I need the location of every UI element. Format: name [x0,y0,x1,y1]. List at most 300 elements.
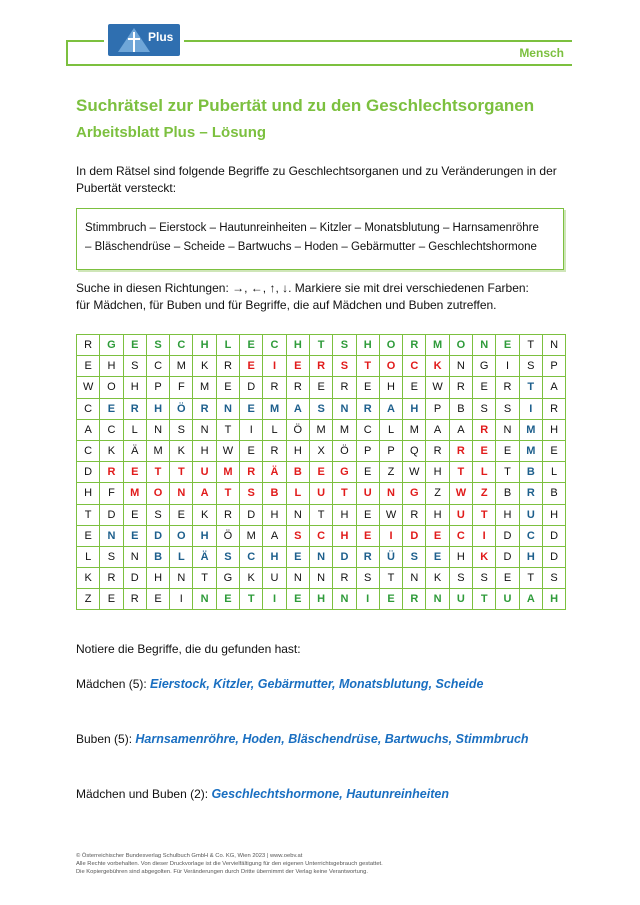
grid-cell: L [123,419,146,440]
grid-cell: E [426,525,449,546]
grid-cell: K [240,568,263,589]
grid-cell: A [193,483,216,504]
grid-cell: H [426,462,449,483]
grid-cell: N [403,568,426,589]
grid-cell: H [286,440,309,461]
terms-line-1: Stimmbruch – Eierstock – Hautunreinheiten – Kitzler – Monatsblutung – Harnsamenröhre [85,222,539,234]
grid-cell: E [123,504,146,525]
grid-cell: M [170,356,193,377]
grid-cell: P [379,440,402,461]
grid-cell: T [519,335,542,356]
grid-cell: L [473,462,496,483]
grid-cell: U [449,504,472,525]
grid-cell: C [449,525,472,546]
grid-cell: T [519,568,542,589]
grid-cell: E [216,589,239,610]
grid-cell: C [309,525,332,546]
grid-cell: M [333,419,356,440]
grid-cell: N [170,483,193,504]
grid-cell: L [542,462,565,483]
grid-cell: H [77,483,100,504]
grid-cell: B [542,483,565,504]
grid-cell: S [473,398,496,419]
grid-cell: N [473,335,496,356]
grid-cell: R [100,568,123,589]
grid-row [77,335,566,356]
grid-cell: H [333,504,356,525]
grid-cell: U [309,483,332,504]
grid-cell: E [240,440,263,461]
grid-cell: S [123,356,146,377]
grid-cell: R [263,440,286,461]
grid-cell: G [403,483,426,504]
grid-cell: B [263,483,286,504]
grid-cell: T [379,568,402,589]
word-search-grid [76,334,566,610]
footer-copyright: © Österreichischer Bundesverlag Schulbuch GmbH & Co. KG, Wien 2023 | www.oebv.at [76,853,303,859]
footer-disclaimer: Die Kopiergebühren sind abgegolten. Für Veränderungen durch Dritte übernimmt der Verlag keine Verantwortung. [76,869,368,875]
grid-cell: H [309,589,332,610]
grid-row [77,356,566,377]
grid-cell: T [496,462,519,483]
grid-cell: A [263,525,286,546]
answer-both-label: Mädchen und Buben (2): [76,787,209,801]
grid-cell: N [496,419,519,440]
grid-cell: R [519,483,542,504]
grid-row [77,589,566,610]
grid-cell: S [146,335,169,356]
grid-cell: Z [426,483,449,504]
grid-cell: C [240,546,263,567]
grid-cell: T [473,589,496,610]
grid-cell: G [473,356,496,377]
grid-cell: X [309,440,332,461]
grid-cell: N [123,546,146,567]
grid-cell: N [146,419,169,440]
grid-cell: E [240,356,263,377]
grid-cell: Ö [286,419,309,440]
page-subtitle: Arbeitsblatt Plus – Lösung [76,124,267,141]
grid-cell: M [519,440,542,461]
grid-cell: Ö [333,440,356,461]
grid-cell: D [240,377,263,398]
grid-cell: E [356,462,379,483]
grid-cell: O [379,335,402,356]
grid-cell: R [193,398,216,419]
grid-cell: Z [379,462,402,483]
grid-cell: M [519,419,542,440]
grid-cell: Z [473,483,496,504]
grid-cell: S [100,546,123,567]
grid-cell: E [356,377,379,398]
grid-cell: E [100,589,123,610]
answer-girls [76,677,483,691]
grid-cell: H [146,568,169,589]
grid-cell: S [473,568,496,589]
terms-line-2: – Bläschendrüse – Scheide – Bartwuchs – Hoden – Gebärmutter – Geschlechtshormone [85,241,537,253]
grid-cell: E [426,546,449,567]
grid-cell: C [263,335,286,356]
page-title: Suchrätsel zur Pubertät und zu den Geschlechtsorganen [76,96,535,115]
grid-cell: N [542,335,565,356]
term-box [76,208,564,270]
grid-cell: R [356,546,379,567]
grid-cell: R [333,377,356,398]
answer-both-value: Geschlechtshormone, Hautunreinheiten [211,787,449,801]
grid-row [77,462,566,483]
grid-cell: N [309,546,332,567]
grid-cell: W [77,377,100,398]
answer-both [76,787,449,801]
grid-cell: H [403,398,426,419]
grid-cell: S [333,335,356,356]
grid-cell: C [170,335,193,356]
grid-cell: U [356,483,379,504]
grid-cell: E [216,377,239,398]
grid-cell: N [333,398,356,419]
grid-cell: I [263,589,286,610]
grid-cell: B [286,462,309,483]
grid-cell: N [449,356,472,377]
grid-cell: A [519,589,542,610]
grid-cell: S [449,568,472,589]
grid-cell: S [146,504,169,525]
grid-cell: T [216,483,239,504]
grid-cell: Q [403,440,426,461]
grid-cell: R [216,504,239,525]
grid-cell: A [379,398,402,419]
plus-logo [104,20,184,58]
grid-cell: K [100,440,123,461]
grid-cell: E [309,462,332,483]
grid-cell: U [449,589,472,610]
grid-cell: E [496,568,519,589]
grid-cell: E [286,546,309,567]
grid-cell: W [379,504,402,525]
grid-cell: T [77,504,100,525]
grid-cell: L [263,419,286,440]
grid-cell: I [240,419,263,440]
grid-cell: D [542,546,565,567]
grid-cell: H [496,504,519,525]
grid-cell: S [333,356,356,377]
grid-cell: C [100,419,123,440]
grid-cell: Ä [263,462,286,483]
grid-cell: O [449,335,472,356]
grid-cell: S [496,398,519,419]
grid-cell: E [123,462,146,483]
grid-cell: T [216,419,239,440]
grid-cell: R [263,377,286,398]
grid-cell: O [379,356,402,377]
grid-cell: M [240,525,263,546]
grid-cell: B [146,546,169,567]
grid-cell: C [403,356,426,377]
directions-line-2: für Mädchen, für Buben und für Begriffe, die auf Mädchen und Buben zutreffen. [76,298,497,312]
grid-cell: W [403,462,426,483]
grid-cell: S [286,525,309,546]
grid-cell: H [333,525,356,546]
grid-cell: D [333,546,356,567]
grid-cell: M [123,483,146,504]
grid-cell: O [170,525,193,546]
grid-cell: N [426,589,449,610]
grid-cell: R [496,377,519,398]
grid-cell: E [473,440,496,461]
grid-row [77,568,566,589]
grid-cell: M [426,335,449,356]
grid-cell: C [77,398,100,419]
grid-cell: E [496,335,519,356]
grid-cell: M [263,398,286,419]
grid-cell: W [449,483,472,504]
grid-cell: H [286,335,309,356]
grid-cell: D [403,525,426,546]
grid-cell: D [542,525,565,546]
grid-cell: M [309,419,332,440]
grid-cell: U [263,568,286,589]
grid-row [77,398,566,419]
grid-cell: I [170,589,193,610]
grid-row [77,525,566,546]
grid-cell: L [216,335,239,356]
grid-cell: E [403,377,426,398]
grid-cell: H [519,546,542,567]
grid-cell: P [146,377,169,398]
grid-cell: R [356,398,379,419]
grid-cell: E [240,335,263,356]
grid-cell: T [170,462,193,483]
grid-cell: I [473,525,496,546]
grid-cell: T [240,589,263,610]
grid-cell: M [403,419,426,440]
grid-cell: D [496,525,519,546]
grid-cell: S [216,546,239,567]
grid-cell: N [216,398,239,419]
grid-cell: D [240,504,263,525]
grid-cell: S [356,568,379,589]
grid-cell: E [356,504,379,525]
grid-cell: K [426,568,449,589]
answer-boys-value: Harnsamenröhre, Hoden, Bläschendrüse, Bartwuchs, Stimmbruch [135,732,529,746]
grid-cell: N [333,589,356,610]
answer-girls-value: Eierstock, Kitzler, Gebärmutter, Monatsblutung, Scheide [150,677,484,691]
grid-cell: K [473,546,496,567]
grid-row [77,546,566,567]
grid-cell: K [170,440,193,461]
grid-cell: E [309,377,332,398]
grid-cell: I [356,589,379,610]
grid-cell: W [216,440,239,461]
grid-cell: G [100,335,123,356]
grid-cell: E [286,589,309,610]
grid-cell: L [286,483,309,504]
grid-cell: Ä [123,440,146,461]
grid-cell: Ö [216,525,239,546]
grid-cell: K [426,356,449,377]
grid-cell: E [146,589,169,610]
grid-cell: H [356,335,379,356]
grid-cell: R [286,377,309,398]
grid-cell: R [309,356,332,377]
grid-cell: E [356,525,379,546]
grid-cell: T [333,483,356,504]
grid-cell: Ü [379,546,402,567]
grid-cell: R [333,568,356,589]
grid-cell: E [496,440,519,461]
footer [76,852,383,876]
grid-cell: M [216,462,239,483]
grid-cell: C [146,356,169,377]
grid-cell: I [519,398,542,419]
grid-cell: T [309,335,332,356]
grid-cell: K [193,504,216,525]
grid-cell: U [519,504,542,525]
grid-cell: T [146,462,169,483]
grid-cell: T [473,504,496,525]
grid-cell: E [77,525,100,546]
grid-cell: E [379,589,402,610]
grid-cell: Ä [193,546,216,567]
grid-cell: N [286,568,309,589]
answer-boys-label: Buben (5): [76,732,133,746]
grid-cell: S [403,546,426,567]
grid-cell: H [146,398,169,419]
grid-cell: N [286,504,309,525]
grid-cell: R [123,398,146,419]
grid-cell: T [309,504,332,525]
grid-cell: E [286,356,309,377]
grid-cell: S [309,398,332,419]
grid-cell: R [216,356,239,377]
grid-row [77,483,566,504]
grid-cell: H [379,377,402,398]
grid-cell: E [123,335,146,356]
grid-cell: M [193,377,216,398]
grid-cell: R [542,398,565,419]
grid-cell: N [193,589,216,610]
grid-cell: E [542,440,565,461]
grid-cell: P [356,440,379,461]
grid-cell: N [193,419,216,440]
grid-cell: S [519,356,542,377]
grid-cell: R [123,589,146,610]
grid-cell: T [449,462,472,483]
grid-cell: M [146,440,169,461]
answers-prompt: Notiere die Begriffe, die du gefunden hast: [76,642,301,656]
grid-cell: E [77,356,100,377]
grid-cell: H [193,335,216,356]
grid-cell: H [123,377,146,398]
grid-cell: H [426,504,449,525]
grid-cell: R [426,440,449,461]
grid-cell: G [333,462,356,483]
grid-cell: H [263,546,286,567]
grid-cell: W [426,377,449,398]
grid-cell: A [286,398,309,419]
grid-cell: B [449,398,472,419]
grid-cell: S [240,483,263,504]
grid-cell: D [123,568,146,589]
grid-cell: R [77,335,100,356]
grid-cell: R [240,462,263,483]
grid-cell: I [379,525,402,546]
grid-cell: R [100,462,123,483]
grid-cell: N [100,525,123,546]
grid-cell: P [542,356,565,377]
grid-cell: Z [77,589,100,610]
grid-cell: G [216,568,239,589]
grid-cell: C [519,525,542,546]
grid-row [77,440,566,461]
grid-cell: D [100,504,123,525]
grid-cell: N [309,568,332,589]
grid-cell: H [449,546,472,567]
grid-cell: H [542,419,565,440]
directions-line-1: Suche in diesen Richtungen: →, ←, ↑, ↓. Markiere sie mit drei verschiedenen Farben: [76,281,529,295]
grid-cell: D [496,546,519,567]
grid-cell: L [170,546,193,567]
grid-cell: N [379,483,402,504]
grid-cell: K [193,356,216,377]
grid-cell: O [100,377,123,398]
grid-cell: T [356,356,379,377]
grid-cell: H [263,504,286,525]
grid-cell: A [77,419,100,440]
answer-boys [76,732,529,746]
grid-cell: H [542,589,565,610]
grid-cell: Ö [170,398,193,419]
grid-cell: E [170,504,193,525]
grid-cell: B [519,462,542,483]
grid-cell: E [100,398,123,419]
grid-row [77,419,566,440]
grid-cell: F [100,483,123,504]
grid-cell: H [193,440,216,461]
grid-cell: R [473,419,496,440]
logo-text: Plus [148,30,174,44]
grid-cell: C [77,440,100,461]
grid-cell: T [193,568,216,589]
section-label: Mensch [519,46,564,60]
grid-cell: D [146,525,169,546]
grid-cell: I [263,356,286,377]
grid-cell: P [426,398,449,419]
grid-cell: C [356,419,379,440]
grid-cell: A [449,419,472,440]
answer-girls-label: Mädchen (5): [76,677,147,691]
grid-cell: H [100,356,123,377]
grid-cell: E [123,525,146,546]
grid-cell: A [542,377,565,398]
grid-cell: E [473,377,496,398]
grid-cell: R [449,440,472,461]
grid-cell: L [77,546,100,567]
grid-cell: R [403,335,426,356]
grid-cell: S [542,568,565,589]
grid-cell: O [146,483,169,504]
grid-cell: U [496,589,519,610]
grid-cell: T [519,377,542,398]
grid-cell: L [379,419,402,440]
grid-cell: R [403,589,426,610]
grid-cell: R [403,504,426,525]
grid-cell: N [170,568,193,589]
grid-cell: D [77,462,100,483]
grid-cell: K [77,568,100,589]
intro-text: In dem Rätsel sind folgende Begriffe zu Geschlechtsorganen und zu Veränderungen in der Pubertät versteckt: [76,164,557,195]
grid-cell: S [170,419,193,440]
